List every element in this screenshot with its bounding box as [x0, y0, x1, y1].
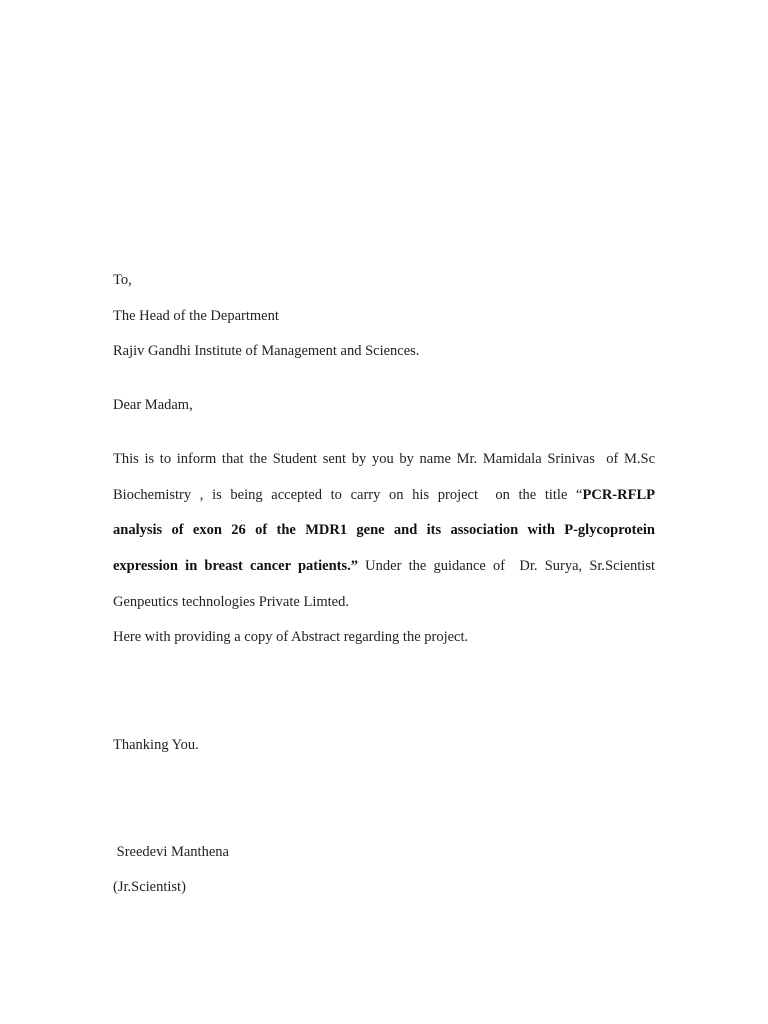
company-name: Genpeutics technologies Private Limted.	[113, 594, 349, 610]
project-title-middle: analysis of exon 26 of the MDR1 gene and its association with P-glycoprotein	[113, 522, 655, 538]
closing: Thanking You.	[113, 737, 199, 753]
abstract-note: Here with providing a copy of Abstract regarding the project.	[113, 629, 469, 645]
body-line-2	[113, 487, 655, 504]
body-line-3	[113, 522, 655, 539]
recipient-title: The Head of the Department	[113, 308, 279, 324]
signatory-name: Sreedevi Manthena	[113, 844, 229, 860]
recipient-institution: Rajiv Gandhi Institute of Management and Sciences.	[113, 343, 420, 359]
body-line-1	[113, 451, 655, 468]
signatory-title: (Jr.Scientist)	[113, 879, 186, 895]
body-line-2-text: Biochemistry , is being accepted to carry on his project on the title “	[113, 487, 583, 503]
salutation-to: To,	[113, 272, 132, 288]
guidance-text: Under the guidance of Dr. Surya, Sr.Scientist	[358, 558, 655, 574]
greeting: Dear Madam,	[113, 397, 193, 413]
body-line-1-text: This is to inform that the Student sent by you by name Mr. Mamidala Srinivas of M.Sc	[113, 451, 655, 467]
project-title-start: PCR-RFLP	[582, 487, 655, 503]
body-line-4	[113, 558, 655, 575]
project-title-end: expression in breast cancer patients.”	[113, 558, 358, 574]
